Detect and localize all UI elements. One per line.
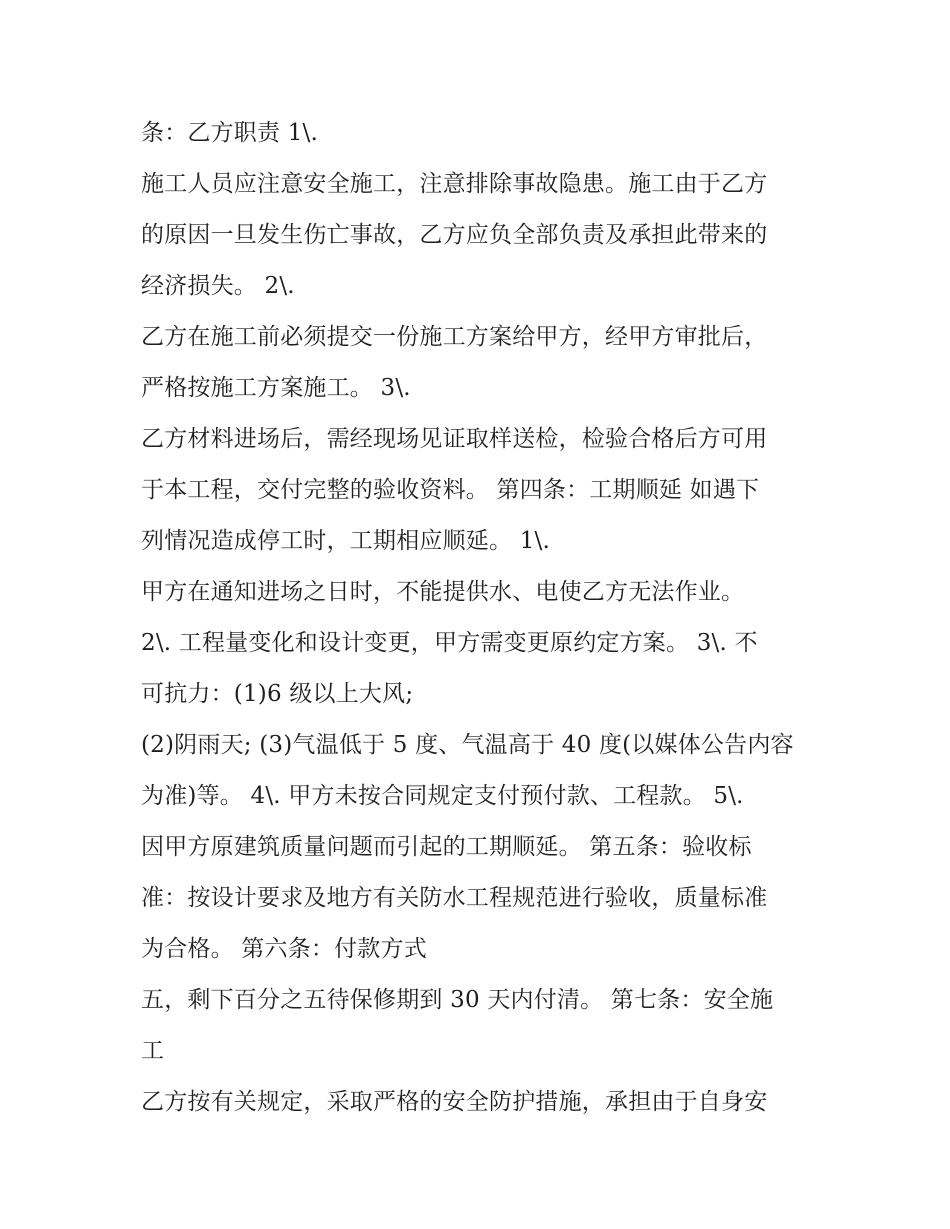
text-line: 的原因一旦发生伤亡事故，乙方应负全部负责及承担此带来的 bbox=[141, 222, 768, 248]
text-line: 工 bbox=[141, 1038, 165, 1064]
text-line: 甲方在通知进场之日时，不能提供水、电使乙方无法作业。 bbox=[141, 579, 745, 605]
text-line: 条：乙方职责 1\. bbox=[141, 120, 319, 146]
text-line: 五，剩下百分之五待保修期到 30 天内付清。 第七条：安全施 bbox=[141, 987, 774, 1013]
text-line: 准：按设计要求及地方有关防水工程规范进行验收，质量标准 bbox=[141, 885, 768, 911]
text-line: 为准)等。 4\. 甲方未按合同规定支付预付款、工程款。 5\. bbox=[141, 783, 744, 809]
text-line: 2\. 工程量变化和设计变更，甲方需变更原约定方案。 3\. 不 bbox=[141, 630, 758, 656]
contract-text-body bbox=[141, 108, 821, 1128]
text-line: 因甲方原建筑质量问题而引起的工期顺延。 第五条：验收标 bbox=[141, 834, 752, 860]
text-line: 施工人员应注意安全施工，注意排除事故隐患。施工由于乙方 bbox=[141, 171, 768, 197]
text-line: 于本工程，交付完整的验收资料。 第四条：工期顺延 如遇下 bbox=[141, 477, 760, 503]
text-line: 为合格。 第六条：付款方式 bbox=[141, 936, 427, 962]
text-line: 乙方材料进场后，需经现场见证取样送检，检验合格后方可用 bbox=[141, 426, 768, 452]
text-line: 乙方按有关规定，采取严格的安全防护措施，承担由于自身安 bbox=[141, 1089, 768, 1115]
text-line: (2)阴雨天; (3)气温低于 5 度、气温高于 40 度(以媒体公告内容 bbox=[141, 732, 794, 758]
text-line: 严格按施工方案施工。 3\. bbox=[141, 375, 411, 401]
text-line: 经济损失。 2\. bbox=[141, 273, 295, 299]
text-line: 列情况造成停工时，工期相应顺延。 1\. bbox=[141, 528, 551, 554]
text-line: 可抗力：(1)6 级以上大风; bbox=[141, 681, 414, 707]
text-line: 乙方在施工前必须提交一份施工方案给甲方，经甲方审批后， bbox=[141, 324, 768, 350]
